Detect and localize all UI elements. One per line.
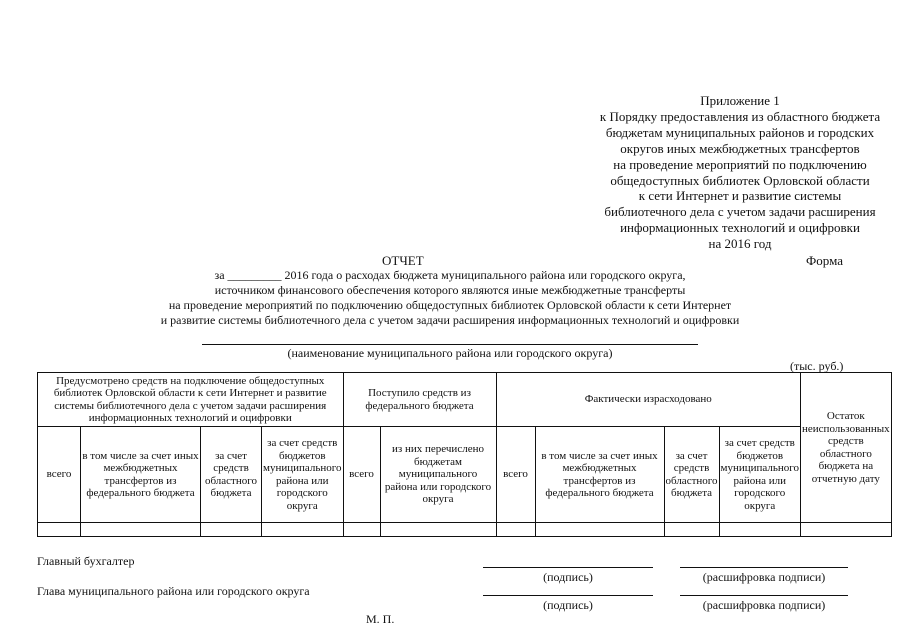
table-cell[interactable] (343, 523, 380, 537)
appendix-line: Приложение 1 (700, 93, 780, 108)
report-table (37, 372, 892, 537)
report-line: источником финансового обеспечения которого являются иные межбюджетные трансферты (214, 283, 686, 297)
appendix-line: округов иных межбюджетных трансфертов (620, 140, 860, 156)
appendix-line: на проведение мероприятий по подключению (613, 156, 867, 172)
subheader-spent-federal: в том числе за счет иных межбюджетных трансфертов из федерального бюджета (535, 427, 664, 523)
table-cell[interactable] (380, 523, 496, 537)
appendix-line: к Порядку предоставления из областного бюджета (599, 108, 881, 124)
municipality-name-line (202, 344, 698, 345)
table-cell[interactable] (664, 523, 719, 537)
table-cell[interactable] (496, 523, 535, 537)
appendix-line: информационных технологий и оцифровки (620, 220, 860, 236)
table-cell[interactable] (801, 523, 892, 537)
subheader-planned-total: всего (38, 427, 81, 523)
chief-accountant-signature-caption: (подпись) (543, 570, 593, 584)
appendix-block (540, 93, 905, 252)
header-received-federal: Поступило средств из федерального бюджета (343, 373, 496, 427)
header-remaining-balance: Остаток неиспользованных средств областного бюджета на отчетную дату (801, 373, 892, 523)
appendix-line: общедоступных библиотек Орловской области (610, 172, 870, 188)
units-label: (тыс. руб.) (790, 359, 844, 373)
report-title: ОТЧЕТ (382, 253, 424, 268)
municipality-name-caption: (наименование муниципального района или городского округа) (287, 346, 613, 360)
form-label: Форма (806, 253, 843, 268)
head-signature-line[interactable] (483, 595, 653, 596)
subheader-spent-municipal: за счет средств бюджетов муниципального района или городского округа (719, 427, 801, 523)
appendix-line: библиотечного дела с учетом задачи расширения (604, 204, 876, 220)
table-cell[interactable] (535, 523, 664, 537)
appendix-line: бюджетам муниципальных районов и городских (605, 124, 875, 140)
report-line: на проведение мероприятий по подключению общедоступных библиотек Орловской области к сети Интернет (168, 298, 732, 312)
subheader-planned-municipal: за счет средств бюджетов муниципального района или городского округа (262, 427, 344, 523)
chief-accountant-signature-line[interactable] (483, 567, 653, 568)
header-planned-funds: Предусмотрено средств на подключение общедоступных библиотек Орловской области к сети Интернет и развитие системы библиотечного дела с учетом задачи расширения информационных технологий и оцифровки (38, 373, 344, 427)
table-cell[interactable] (719, 523, 801, 537)
header-actually-spent: Фактически израсходовано (496, 373, 801, 427)
table-cell[interactable] (262, 523, 344, 537)
table-cell[interactable] (201, 523, 262, 537)
table-cell[interactable] (81, 523, 201, 537)
head-decode-caption: (расшифровка подписи) (702, 598, 826, 612)
appendix-line: к сети Интернет и развитие системы (638, 188, 842, 204)
report-line: за _________ 2016 года о расходах бюджета муниципального района или городского округа, (214, 268, 686, 282)
appendix-line: на 2016 год (708, 236, 772, 252)
head-signature-caption: (подпись) (543, 598, 593, 612)
chief-accountant-decode-line[interactable] (680, 567, 848, 568)
report-description (100, 268, 800, 328)
head-label: Глава муниципального района или городского округа (37, 584, 310, 598)
seal-label: М. П. (366, 612, 395, 626)
chief-accountant-label: Главный бухгалтер (37, 554, 135, 568)
table-row (38, 523, 892, 537)
report-line: и развитие системы библиотечного дела с учетом задачи расширения информационных технологий и оцифровки (160, 313, 740, 327)
subheader-planned-federal: в том числе за счет иных межбюджетных трансфертов из федерального бюджета (81, 427, 201, 523)
subheader-received-transferred: из них перечислено бюджетам муниципального района или городского округа (380, 427, 496, 523)
chief-accountant-decode-caption: (расшифровка подписи) (702, 570, 826, 584)
table-cell[interactable] (38, 523, 81, 537)
subheader-planned-regional: за счет средств областного бюджета (201, 427, 262, 523)
subheader-received-total: всего (343, 427, 380, 523)
subheader-spent-regional: за счет средств областного бюджета (664, 427, 719, 523)
subheader-spent-total: всего (496, 427, 535, 523)
head-decode-line[interactable] (680, 595, 848, 596)
